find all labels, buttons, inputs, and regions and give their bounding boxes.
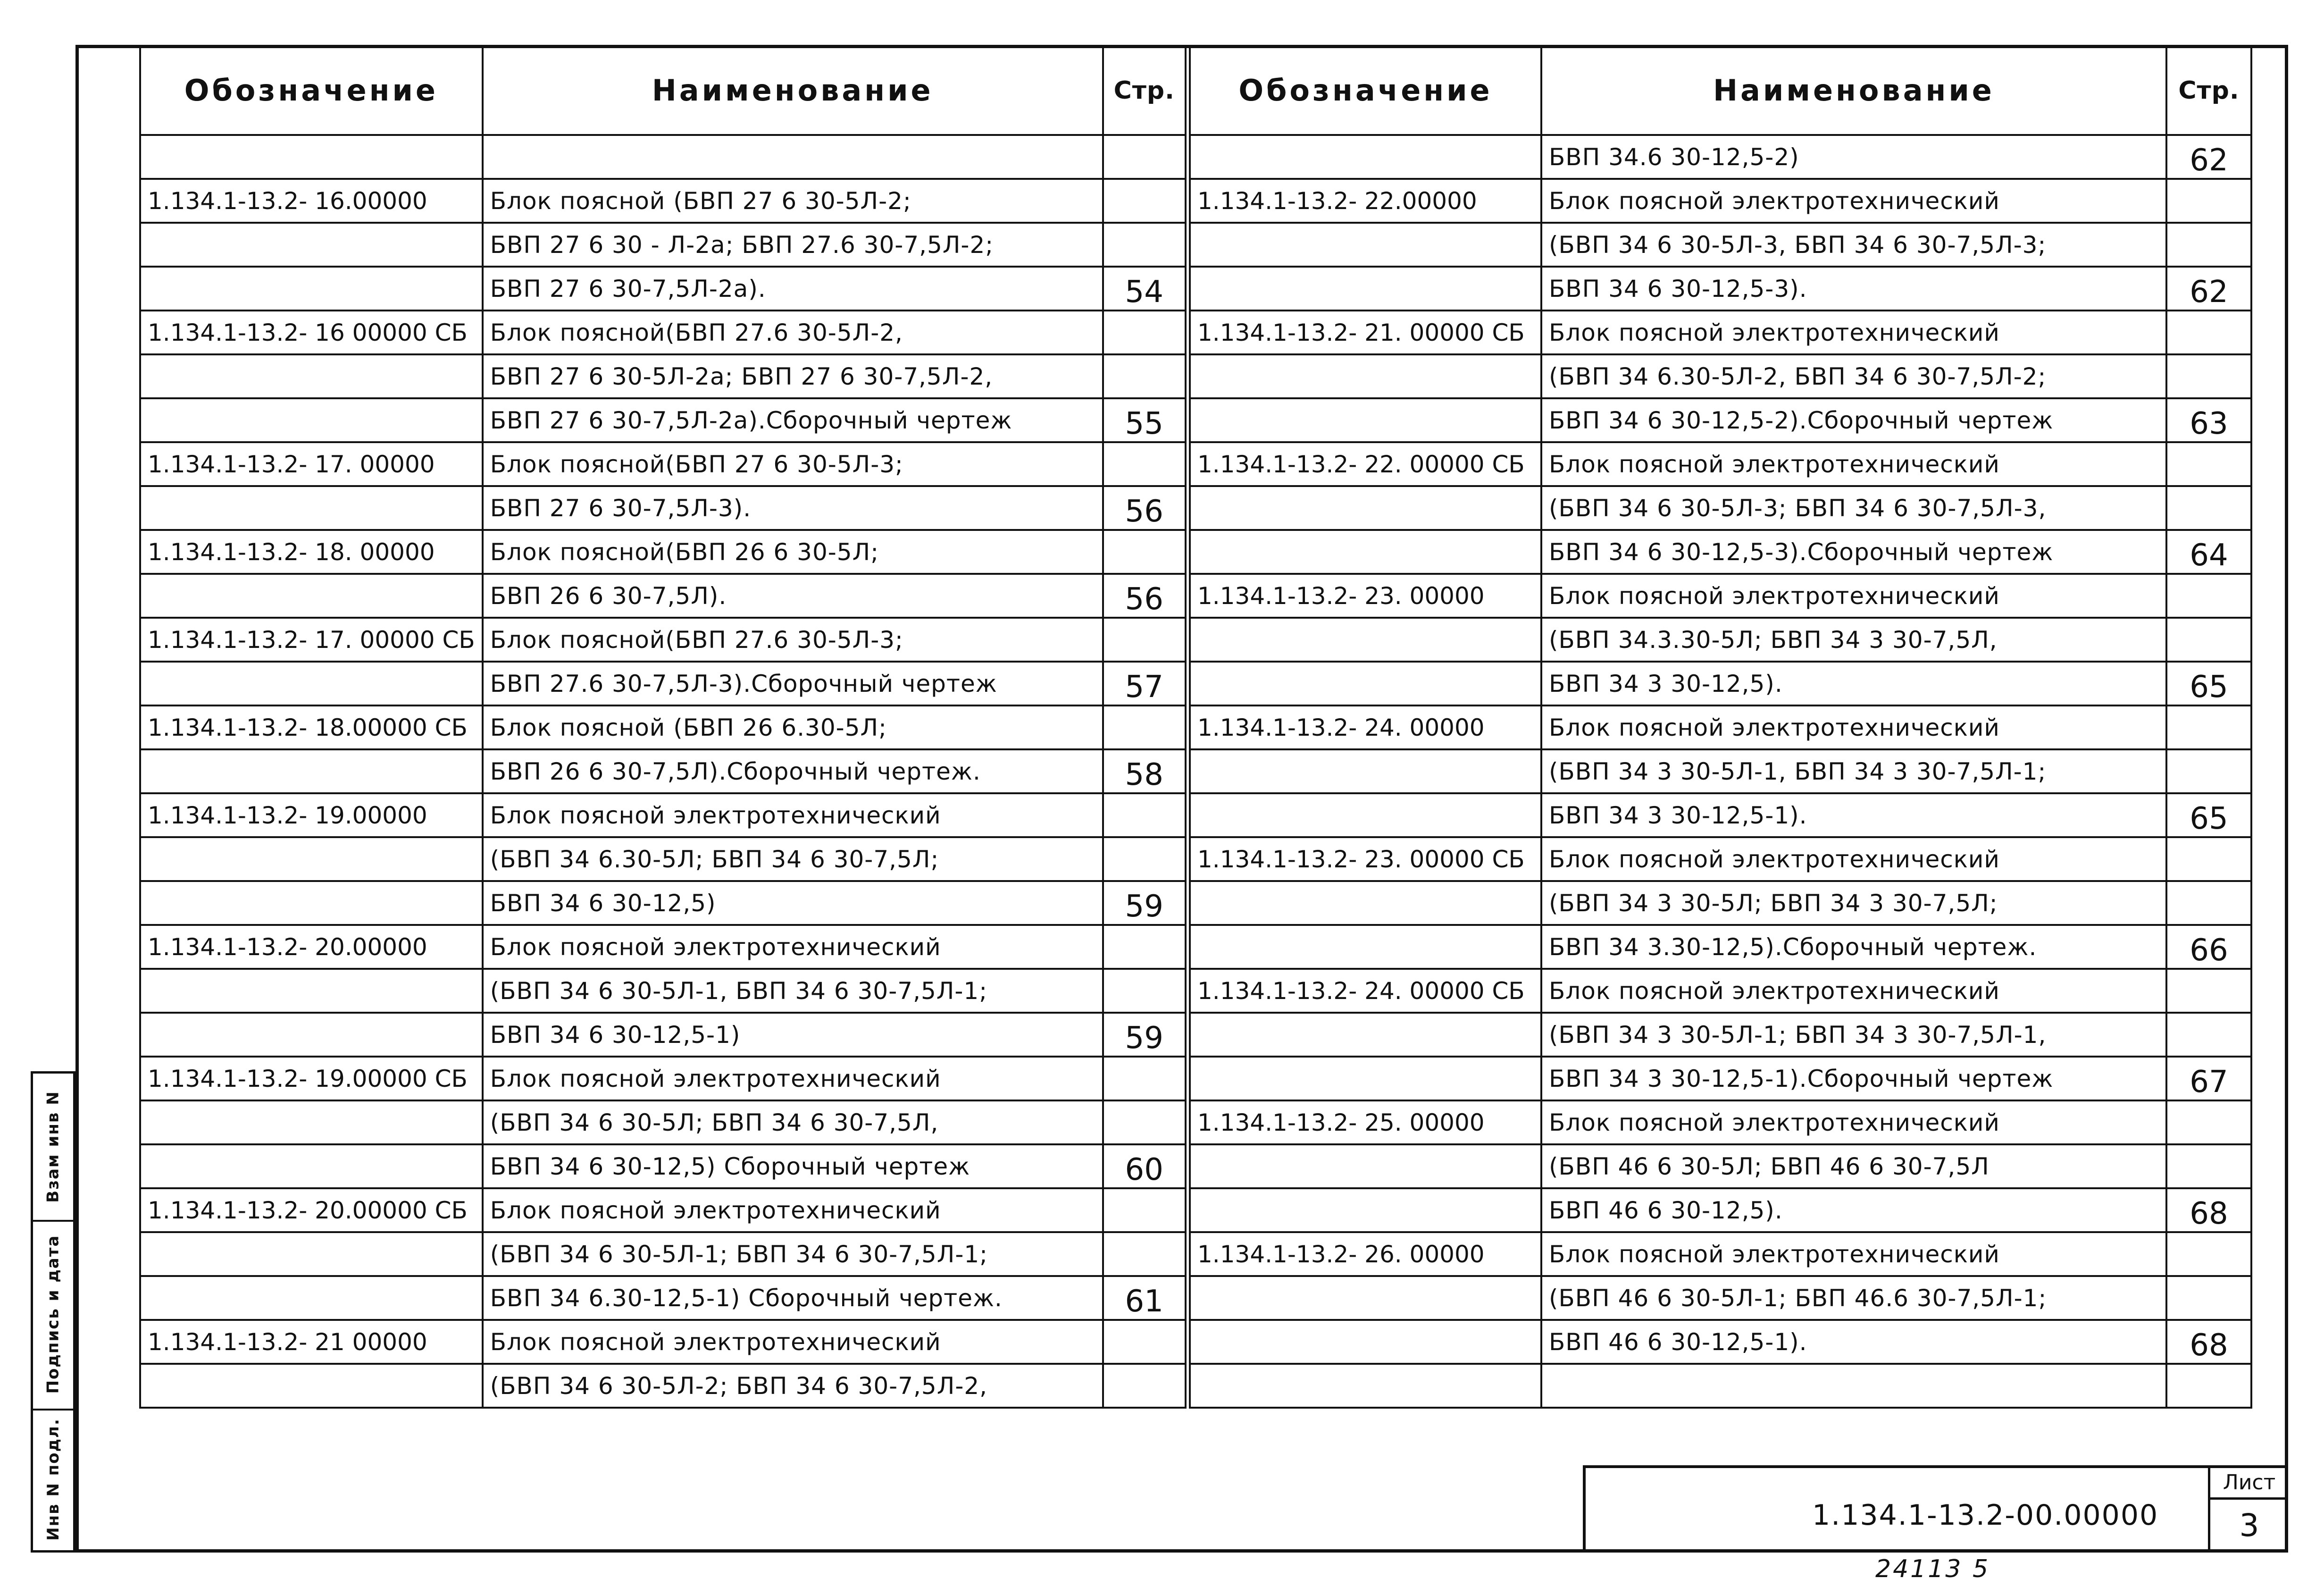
table-row <box>140 530 1186 574</box>
document-code: 1.134.1-13.2-00.00000 <box>1812 1499 2159 1532</box>
table-row <box>140 223 1186 267</box>
row-designation <box>1190 1144 1541 1188</box>
row-name: Блок поясной электротехнический <box>1541 837 2166 881</box>
row-designation <box>140 662 483 705</box>
row-designation: 1.134.1-13.2- 19.00000 СБ <box>140 1057 483 1100</box>
row-designation <box>140 881 483 925</box>
row-designation <box>140 1013 483 1057</box>
row-page <box>1103 442 1186 486</box>
row-designation: 1.134.1-13.2- 23. 00000 СБ <box>1190 837 1541 881</box>
row-name: (БВП 34 6 30-5Л-3, БВП 34 6 30-7,5Л-3; <box>1541 223 2166 267</box>
row-name: БВП 34 6 30-12,5-2).Сборочный чертеж <box>1541 398 2166 442</box>
table-row <box>1190 179 2251 223</box>
row-page <box>2166 1232 2251 1276</box>
table-header-row <box>1190 46 2251 135</box>
table-row <box>1190 1013 2251 1057</box>
row-name: Блок поясной (БВП 27 6 30-5Л-2; <box>483 179 1103 223</box>
row-name: Блок поясной электротехнический <box>483 925 1103 969</box>
row-designation: 1.134.1-13.2- 18. 00000 <box>140 530 483 574</box>
row-designation: 1.134.1-13.2- 17. 00000 СБ <box>140 618 483 662</box>
row-designation <box>140 969 483 1013</box>
table-row <box>140 662 1186 705</box>
row-name: (БВП 34 6 30-5Л-2; БВП 34 6 30-7,5Л-2, <box>483 1364 1103 1408</box>
row-page <box>2166 223 2251 267</box>
row-page: 59 <box>1103 1013 1186 1057</box>
row-designation <box>140 223 483 267</box>
row-name: БВП 26 6 30-7,5Л). <box>483 574 1103 618</box>
side-stamp-signature-date: Подпись и дата <box>33 1220 73 1411</box>
table-row <box>140 486 1186 530</box>
row-name: БВП 34 6 30-12,5-3). <box>1541 267 2166 311</box>
row-page <box>1103 1188 1186 1232</box>
row-page <box>1103 354 1186 398</box>
row-name: (БВП 34 6 30-5Л-1; БВП 34 6 30-7,5Л-1; <box>483 1232 1103 1276</box>
row-designation <box>140 1100 483 1144</box>
header-designation: Обозначение <box>1190 46 1541 135</box>
row-page <box>2166 969 2251 1013</box>
row-designation <box>1190 749 1541 793</box>
table-row <box>1190 1364 2251 1408</box>
row-page <box>2166 705 2251 749</box>
table-row <box>140 969 1186 1013</box>
row-designation <box>1190 530 1541 574</box>
row-page <box>2166 442 2251 486</box>
table-row <box>1190 311 2251 354</box>
table-row <box>140 1232 1186 1276</box>
table-row <box>140 1100 1186 1144</box>
table-row <box>140 1057 1186 1100</box>
table-row <box>140 398 1186 442</box>
row-designation <box>1190 354 1541 398</box>
table-row <box>1190 354 2251 398</box>
row-page <box>1103 179 1186 223</box>
header-page: Стр. <box>1103 46 1186 135</box>
row-page <box>2166 179 2251 223</box>
row-designation <box>1190 793 1541 837</box>
row-name: БВП 34 3 30-12,5-1). <box>1541 793 2166 837</box>
row-designation <box>140 749 483 793</box>
row-name: БВП 27 6 30-7,5Л-2а). <box>483 267 1103 311</box>
row-designation <box>1190 662 1541 705</box>
row-name: БВП 27.6 30-7,5Л-3).Сборочный чертеж <box>483 662 1103 705</box>
row-designation <box>140 398 483 442</box>
table-row <box>1190 1144 2251 1188</box>
row-designation <box>140 1232 483 1276</box>
header-designation: Обозначение <box>140 46 483 135</box>
row-designation <box>1190 135 1541 179</box>
header-name: Наименование <box>1541 46 2166 135</box>
row-page <box>1103 925 1186 969</box>
table-row <box>1190 1276 2251 1320</box>
row-designation: 1.134.1-13.2- 17. 00000 <box>140 442 483 486</box>
table-row <box>140 574 1186 618</box>
row-page <box>2166 618 2251 662</box>
row-designation <box>1190 1057 1541 1100</box>
row-page: 65 <box>2166 662 2251 705</box>
row-designation: 1.134.1-13.2- 19.00000 <box>140 793 483 837</box>
row-page <box>1103 1232 1186 1276</box>
sheet-box <box>2208 1468 2288 1553</box>
row-page: 68 <box>2166 1320 2251 1364</box>
table-row <box>140 1188 1186 1232</box>
footer-note: 24113 5 <box>1875 1555 1990 1583</box>
row-name: Блок поясной электротехнический <box>1541 311 2166 354</box>
row-page: 56 <box>1103 574 1186 618</box>
row-name: БВП 27 6 30-7,5Л-2а).Сборочный чертеж <box>483 398 1103 442</box>
row-designation <box>140 135 483 179</box>
row-page <box>1103 837 1186 881</box>
row-page <box>2166 1144 2251 1188</box>
row-designation: 1.134.1-13.2- 18.00000 СБ <box>140 705 483 749</box>
row-page <box>1103 1364 1186 1408</box>
table-row <box>140 267 1186 311</box>
table-row <box>1190 1320 2251 1364</box>
row-page: 64 <box>2166 530 2251 574</box>
table-row <box>140 705 1186 749</box>
row-designation: 1.134.1-13.2- 21 00000 <box>140 1320 483 1364</box>
row-name: БВП 46 6 30-12,5-1). <box>1541 1320 2166 1364</box>
row-page: 68 <box>2166 1188 2251 1232</box>
table-row <box>1190 1057 2251 1100</box>
row-name: Блок поясной электротехнический <box>1541 1232 2166 1276</box>
row-name: БВП 34 3 30-12,5-1).Сборочный чертеж <box>1541 1057 2166 1100</box>
table-row <box>1190 662 2251 705</box>
row-name <box>483 135 1103 179</box>
table-row <box>140 1320 1186 1364</box>
row-name: Блок поясной электротехнический <box>1541 705 2166 749</box>
table-row <box>1190 881 2251 925</box>
row-designation: 1.134.1-13.2- 16 00000 СБ <box>140 311 483 354</box>
row-name: Блок поясной электротехнический <box>1541 1100 2166 1144</box>
row-designation: 1.134.1-13.2- 24. 00000 СБ <box>1190 969 1541 1013</box>
row-name: (БВП 34 6.30-5Л-2, БВП 34 6 30-7,5Л-2; <box>1541 354 2166 398</box>
table-row <box>140 749 1186 793</box>
table-row <box>140 179 1186 223</box>
table-row <box>140 1013 1186 1057</box>
row-name: Блок поясной электротехнический <box>1541 442 2166 486</box>
row-name: БВП 34 3.30-12,5).Сборочный чертеж. <box>1541 925 2166 969</box>
table-row <box>140 1144 1186 1188</box>
row-designation: 1.134.1-13.2- 16.00000 <box>140 179 483 223</box>
row-page <box>2166 311 2251 354</box>
row-name: Блок поясной электротехнический <box>1541 574 2166 618</box>
row-page <box>2166 881 2251 925</box>
table-row <box>1190 618 2251 662</box>
row-name: БВП 34 3 30-12,5). <box>1541 662 2166 705</box>
table-row <box>140 881 1186 925</box>
row-designation: 1.134.1-13.2- 24. 00000 <box>1190 705 1541 749</box>
row-page <box>2166 574 2251 618</box>
table-row <box>140 618 1186 662</box>
row-name: Блок поясной электротехнический <box>483 1188 1103 1232</box>
row-designation <box>140 1276 483 1320</box>
row-page: 60 <box>1103 1144 1186 1188</box>
row-name: (БВП 34 6 30-5Л-3; БВП 34 6 30-7,5Л-3, <box>1541 486 2166 530</box>
row-name: (БВП 34 6.30-5Л; БВП 34 6 30-7,5Л; <box>483 837 1103 881</box>
row-designation <box>140 354 483 398</box>
row-page <box>2166 1100 2251 1144</box>
table-row <box>1190 442 2251 486</box>
row-name: БВП 27 6 30-7,5Л-3). <box>483 486 1103 530</box>
row-designation: 1.134.1-13.2- 25. 00000 <box>1190 1100 1541 1144</box>
table-row <box>1190 925 2251 969</box>
sheet-number: 3 <box>2239 1507 2259 1544</box>
row-name: (БВП 46 6 30-5Л-1; БВП 46.6 30-7,5Л-1; <box>1541 1276 2166 1320</box>
side-stamp <box>31 1071 75 1553</box>
row-page <box>1103 223 1186 267</box>
table-row <box>1190 398 2251 442</box>
row-name: Блок поясной(БВП 26 6 30-5Л; <box>483 530 1103 574</box>
table-row <box>140 1364 1186 1408</box>
row-page <box>1103 1320 1186 1364</box>
row-page <box>1103 530 1186 574</box>
table-row <box>140 442 1186 486</box>
side-stamp-replaced-inv: Взам инв N <box>33 1074 73 1222</box>
row-name <box>1541 1364 2166 1408</box>
table-row <box>1190 749 2251 793</box>
row-page <box>2166 837 2251 881</box>
table-row <box>140 793 1186 837</box>
row-designation <box>1190 486 1541 530</box>
row-page: 62 <box>2166 267 2251 311</box>
row-name: Блок поясной(БВП 27.6 30-5Л-3; <box>483 618 1103 662</box>
row-designation <box>140 1364 483 1408</box>
table-row <box>140 135 1186 179</box>
row-page <box>1103 1100 1186 1144</box>
row-page: 58 <box>1103 749 1186 793</box>
row-designation <box>1190 1276 1541 1320</box>
right-spec-table <box>1189 45 2252 1409</box>
row-page: 65 <box>2166 793 2251 837</box>
table-row <box>1190 135 2251 179</box>
row-name: БВП 34 6 30-12,5) Сборочный чертеж <box>483 1144 1103 1188</box>
row-page <box>1103 969 1186 1013</box>
row-name: Блок поясной(БВП 27.6 30-5Л-2, <box>483 311 1103 354</box>
table-row <box>1190 1100 2251 1144</box>
row-page: 61 <box>1103 1276 1186 1320</box>
table-row <box>1190 267 2251 311</box>
row-name: (БВП 34 3 30-5Л-1; БВП 34 3 30-7,5Л-1, <box>1541 1013 2166 1057</box>
row-page <box>1103 311 1186 354</box>
row-page: 57 <box>1103 662 1186 705</box>
row-designation <box>1190 1188 1541 1232</box>
row-name: Блок поясной электротехнический <box>483 1057 1103 1100</box>
row-name: БВП 34 6 30-12,5) <box>483 881 1103 925</box>
table-row <box>1190 223 2251 267</box>
row-designation: 1.134.1-13.2- 21. 00000 СБ <box>1190 311 1541 354</box>
table-row <box>1190 530 2251 574</box>
row-page <box>1103 1057 1186 1100</box>
row-name: БВП 34 6 30-12,5-1) <box>483 1013 1103 1057</box>
row-page: 56 <box>1103 486 1186 530</box>
row-designation <box>140 267 483 311</box>
row-name: (БВП 34 6 30-5Л; БВП 34 6 30-7,5Л, <box>483 1100 1103 1144</box>
table-row <box>140 1276 1186 1320</box>
row-name: БВП 34.6 30-12,5-2) <box>1541 135 2166 179</box>
row-page: 67 <box>2166 1057 2251 1100</box>
row-page <box>2166 1276 2251 1320</box>
row-name: (БВП 34 3 30-5Л-1, БВП 34 3 30-7,5Л-1; <box>1541 749 2166 793</box>
title-block <box>1583 1465 2288 1553</box>
table-row <box>140 925 1186 969</box>
row-name: Блок поясной электротехнический <box>1541 179 2166 223</box>
row-page: 62 <box>2166 135 2251 179</box>
row-name: БВП 26 6 30-7,5Л).Сборочный чертеж. <box>483 749 1103 793</box>
table-row <box>140 354 1186 398</box>
sheet-label: Лист <box>2210 1468 2288 1500</box>
row-designation <box>1190 1364 1541 1408</box>
row-page: 66 <box>2166 925 2251 969</box>
row-designation <box>140 1144 483 1188</box>
row-name: (БВП 34 3 30-5Л; БВП 34 3 30-7,5Л; <box>1541 881 2166 925</box>
table-header-row <box>140 46 1186 135</box>
row-name: (БВП 34.3.30-5Л; БВП 34 3 30-7,5Л, <box>1541 618 2166 662</box>
row-name: Блок поясной электротехнический <box>483 793 1103 837</box>
row-page <box>1103 135 1186 179</box>
table-row <box>1190 574 2251 618</box>
row-page: 63 <box>2166 398 2251 442</box>
row-designation <box>1190 881 1541 925</box>
table-row <box>1190 793 2251 837</box>
row-designation <box>1190 1320 1541 1364</box>
row-designation: 1.134.1-13.2- 23. 00000 <box>1190 574 1541 618</box>
table-row <box>140 837 1186 881</box>
table-row <box>1190 705 2251 749</box>
row-name: Блок поясной (БВП 26 6.30-5Л; <box>483 705 1103 749</box>
table-row <box>1190 1188 2251 1232</box>
row-name: БВП 34 6 30-12,5-3).Сборочный чертеж <box>1541 530 2166 574</box>
row-page <box>1103 705 1186 749</box>
row-designation <box>1190 925 1541 969</box>
table-row <box>1190 837 2251 881</box>
row-designation <box>140 837 483 881</box>
header-name: Наименование <box>483 46 1103 135</box>
row-page <box>2166 1013 2251 1057</box>
row-designation: 1.134.1-13.2- 20.00000 СБ <box>140 1188 483 1232</box>
left-spec-table <box>139 45 1187 1409</box>
row-page: 55 <box>1103 398 1186 442</box>
row-designation: 1.134.1-13.2- 22.00000 <box>1190 179 1541 223</box>
row-name: Блок поясной(БВП 27 6 30-5Л-3; <box>483 442 1103 486</box>
row-designation <box>1190 1013 1541 1057</box>
row-name: Блок поясной электротехнический <box>1541 969 2166 1013</box>
table-row <box>1190 1232 2251 1276</box>
row-name: БВП 27 6 30-5Л-2а; БВП 27 6 30-7,5Л-2, <box>483 354 1103 398</box>
table-row <box>1190 486 2251 530</box>
row-designation: 1.134.1-13.2- 20.00000 <box>140 925 483 969</box>
row-designation <box>1190 223 1541 267</box>
row-page <box>2166 354 2251 398</box>
row-name: (БВП 34 6 30-5Л-1, БВП 34 6 30-7,5Л-1; <box>483 969 1103 1013</box>
row-page: 54 <box>1103 267 1186 311</box>
row-page <box>2166 1364 2251 1408</box>
row-designation: 1.134.1-13.2- 22. 00000 СБ <box>1190 442 1541 486</box>
row-page <box>1103 618 1186 662</box>
row-page: 59 <box>1103 881 1186 925</box>
row-name: (БВП 46 6 30-5Л; БВП 46 6 30-7,5Л <box>1541 1144 2166 1188</box>
side-stamp-inv-orig: Инв N подл. <box>43 1418 63 1541</box>
row-name: БВП 34 6.30-12,5-1) Сборочный чертеж. <box>483 1276 1103 1320</box>
row-designation: 1.134.1-13.2- 26. 00000 <box>1190 1232 1541 1276</box>
row-name: Блок поясной электротехнический <box>483 1320 1103 1364</box>
row-name: БВП 27 6 30 - Л-2а; БВП 27.6 30-7,5Л-2; <box>483 223 1103 267</box>
table-row <box>1190 969 2251 1013</box>
row-designation <box>140 574 483 618</box>
table-row <box>140 311 1186 354</box>
row-designation <box>1190 618 1541 662</box>
row-designation <box>1190 398 1541 442</box>
row-designation <box>140 486 483 530</box>
row-page <box>2166 749 2251 793</box>
row-page <box>2166 486 2251 530</box>
header-page: Стр. <box>2166 46 2251 135</box>
row-name: БВП 46 6 30-12,5). <box>1541 1188 2166 1232</box>
row-designation <box>1190 267 1541 311</box>
row-page <box>1103 793 1186 837</box>
